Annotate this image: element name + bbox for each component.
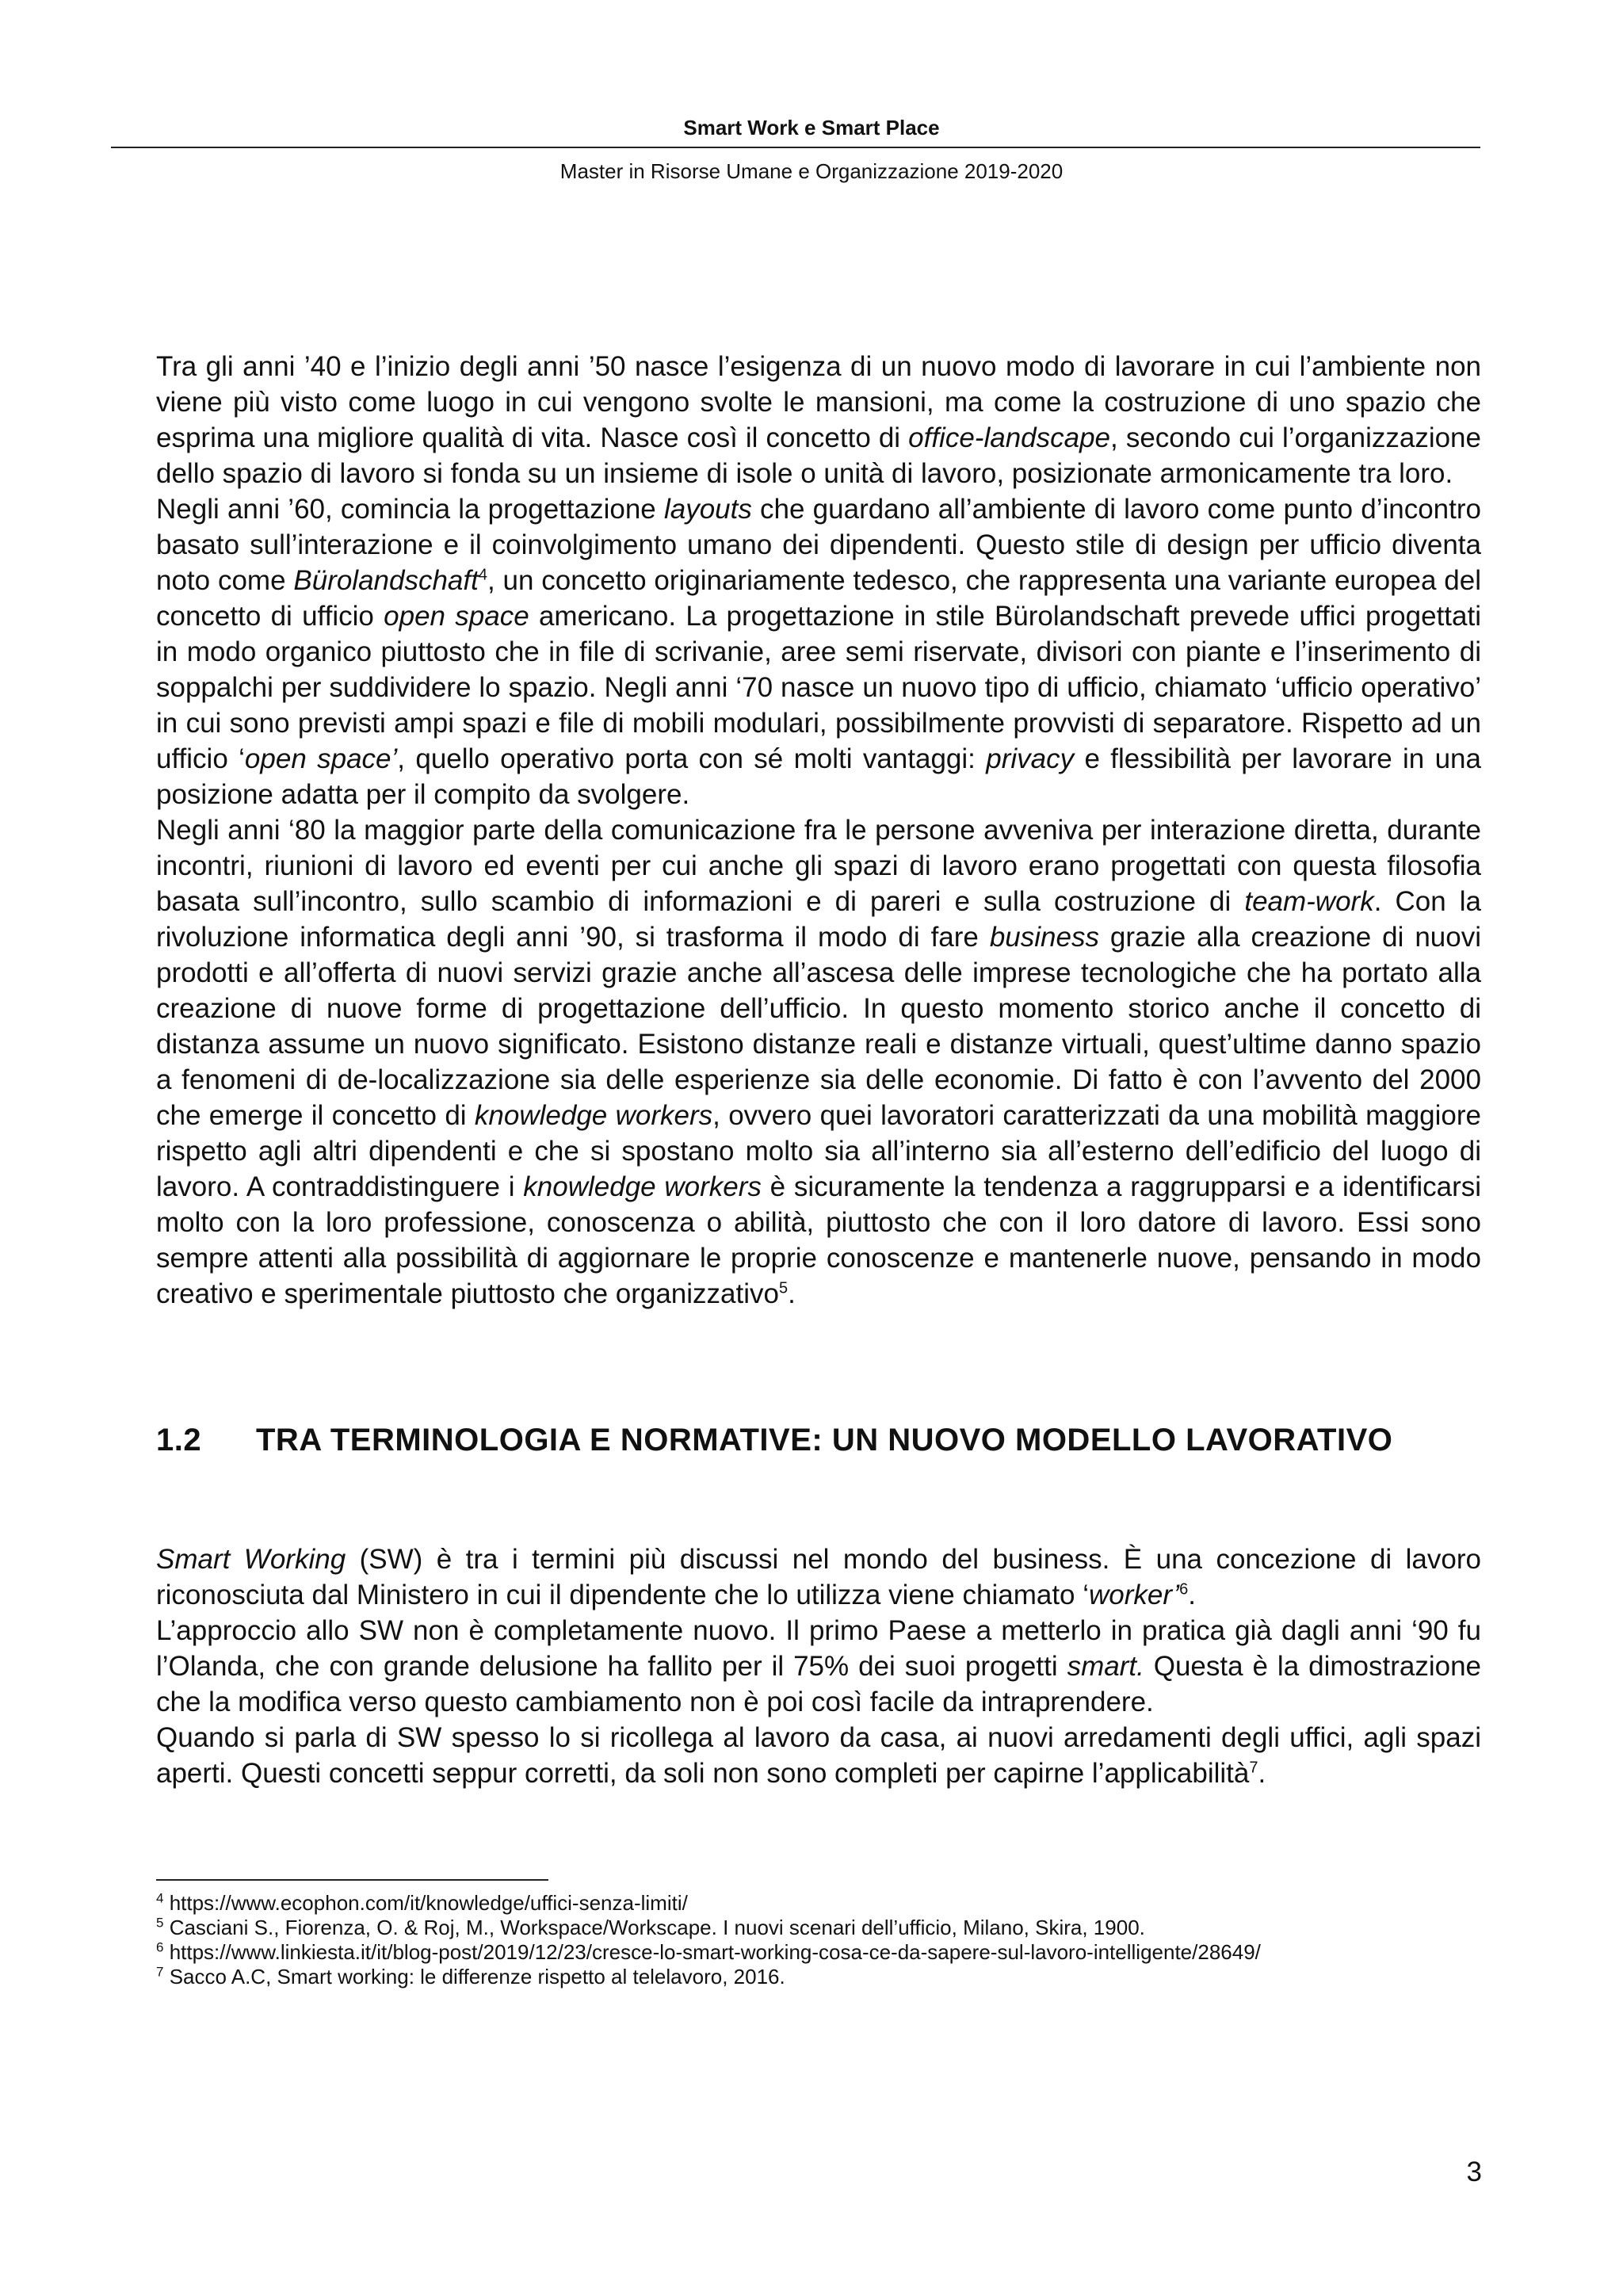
italic-term: knowledge workers	[474, 1100, 713, 1131]
paragraph-2: Negli anni ’60, comincia la progettazione layouts che guardano all’ambiente di lavoro come punto d’incontro basato sull’interazione e il coinvolgimento umano dei dipendenti. Questo stile di design per ufficio diventa noto come Bürolandschaft$^4$, un concetto originariamente tedesco, che rappresenta una variante europea del concetto di ufficio open space americano. La progettazione in stile Bürolandschaft prevede uffici progettati in modo organico piuttosto che in file di scrivanie, aree semi riservate, divisori con piante e l’inserimento di soppalchi per suddividere lo spazio. Negli anni ‘70 nasce un nuovo tipo di ufficio, chiamato ‘ufficio operativo’ in cui sono previsti ampi spazi e file di mobili modulari, possibilmente provvisti di separatore. Rispetto ad un ufficio ‘open space’, quello operativo porta con sé molti vantaggi: privacy e flessibilità per lavorare in una posizione adatta per il compito da svolgere.	[156, 494, 1482, 810]
footnote-item	[156, 1916, 1481, 1940]
header-divider	[111, 147, 1480, 148]
footnote-number: 5	[156, 1915, 164, 1931]
italic-term: open space’	[244, 743, 398, 774]
italic-term: open space	[384, 601, 529, 632]
footnote-ref-7[interactable]: 7	[1249, 1759, 1258, 1777]
paragraph-4: Smart Working (SW) è tra i termini più discussi nel mondo del business. È una concezione di lavoro riconosciuta dal Ministero in cui il dipendente che lo utilizza viene chiamato ‘worker’$^6$.	[156, 1544, 1481, 1610]
italic-term: smart.	[1067, 1651, 1144, 1682]
italic-term: office-landscape	[908, 422, 1111, 453]
footnote-number: 7	[156, 1964, 164, 1980]
footnote-text: Casciani S., Fiorenza, O. & Roj, M., Workspace/Workscape. I nuovi scenari dell’ufficio, Milano, Skira, 1900.	[163, 1916, 1145, 1939]
italic-term: privacy	[986, 743, 1075, 774]
section-title: TRA TERMINOLOGIA E NORMATIVE: UN NUOVO MODELLO LAVORATIVO	[256, 1423, 1393, 1457]
body-text	[156, 349, 1481, 1312]
footnote-ref-6[interactable]: 6	[1179, 1580, 1189, 1599]
footnote-number: 4	[156, 1890, 164, 1906]
paragraph-5: L’approccio allo SW non è completamente nuovo. Il primo Paese a metterlo in pratica già dagli anni ‘90 fu l’Olanda, che con grande delusione ha fallito per il 75% dei suoi progetti smart. Questa è la dimostrazione che la modifica verso questo cambiamento non è poi così facile da intraprendere.	[156, 1615, 1481, 1717]
paragraph-6: Quando si parla di SW spesso lo si ricollega al lavoro da casa, ai nuovi arredamenti degli uffici, agli spazi aperti. Questi concetti seppur corretti, da soli non sono completi per capirne l’applicabilità$^7$.	[156, 1722, 1481, 1789]
footnote-text: Sacco A.C, Smart working: le differenze rispetto al telelavoro, 2016.	[163, 1965, 785, 1988]
section-body-text	[156, 1541, 1481, 1791]
document-header-title: Smart Work e Smart Place	[683, 116, 940, 139]
italic-term: Smart Working	[156, 1544, 346, 1575]
document-header-subtitle: Master in Risorse Umane e Organizzazione 2019-2020	[559, 159, 1064, 183]
page-number: 3	[1466, 2157, 1482, 2187]
footnote-divider	[156, 1879, 548, 1881]
italic-term: team-work	[1244, 886, 1374, 917]
footnote-ref-5[interactable]: 5	[778, 1279, 789, 1297]
footnote-ref-4[interactable]: 4	[478, 566, 487, 584]
paragraph-1: Tra gli anni ’40 e l’inizio degli anni ’50 nasce l’esigenza di un nuovo modo di lavorare in cui l’ambiente non viene più visto come luogo in cui vengono svolte le mansioni, ma come la costruzione di uno spazio che esprima una migliore qualità di vita. Nasce così il concetto di office-landscape, secondo cui l’organizzazione dello spazio di lavoro si fonda su un insieme di isole o unità di lavoro, posizionate armonicamente tra loro.	[156, 351, 1481, 489]
footnote-item	[156, 1891, 1481, 1916]
italic-term: worker’	[1089, 1580, 1180, 1610]
footnote-item	[156, 1940, 1481, 1965]
italic-term: business	[989, 922, 1099, 953]
section-number: 1.2	[156, 1423, 202, 1457]
paragraph-3: Negli anni ‘80 la maggior parte della comunicazione fra le persone avveniva per interazione diretta, durante incontri, riunioni di lavoro ed eventi per cui anche gli spazi di lavoro erano progettati con questa filosofia basata sull’incontro, sullo scambio di informazioni e di pareri e sulla costruzione di team-work. Con la rivoluzione informatica degli anni ’90, si trasforma il modo di fare business grazie alla creazione di nuovi prodotti e all’offerta di nuovi servizi grazie anche all’ascesa delle imprese tecnologiche che ha portato alla creazione di nuove forme di progettazione dell’ufficio. In questo momento storico anche il concetto di distanza assume un nuovo significato. Esistono distanze reali e distanze virtuali, quest’ultime danno spazio a fenomeni di de-localizzazione sia delle esperienze sia delle economie. Di fatto è con l’avvento del 2000 che emerge il concetto di knowledge workers, ovvero quei lavoratori caratterizzati da una mobilità maggiore rispetto agli altri dipendenti e che si spostano molto sia all’interno sia all’esterno dell’edificio del luogo di lavoro. A contraddistinguere i knowledge workers è sicuramente la tendenza a raggrupparsi e a identificarsi molto con la loro professione, conoscenza o abilità, piuttosto che con il loro datore di lavoro. Essi sono sempre attenti alla possibilità di aggiornare le proprie conoscenze e mantenerle nuove, pensando in modo creativo e sperimentale piuttosto che organizzativo$^5$.	[156, 815, 1482, 1309]
section-heading	[156, 1420, 1481, 1460]
italic-term: Bürolandschaft	[293, 565, 479, 596]
footnote-number: 6	[156, 1939, 164, 1955]
footnote-item	[156, 1965, 1481, 1989]
footnotes	[156, 1891, 1481, 1989]
italic-term: layouts	[663, 494, 752, 525]
footnote-link[interactable]: https://www.linkiesta.it/it/blog-post/2019/12/23/cresce-lo-smart-working-cosa-ce-da-sapere-sul-lavoro-intelligente/28649/	[163, 1940, 1261, 1964]
footnote-link[interactable]: https://www.ecophon.com/it/knowledge/uffici-senza-limiti/	[163, 1891, 688, 1915]
italic-term: knowledge workers	[523, 1171, 762, 1202]
